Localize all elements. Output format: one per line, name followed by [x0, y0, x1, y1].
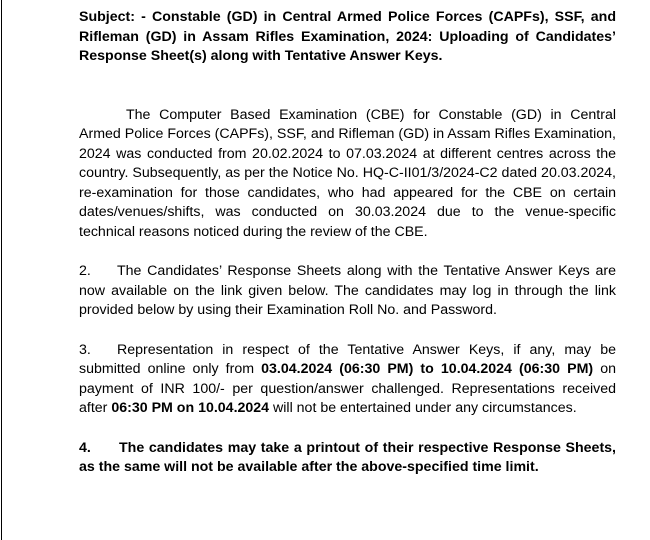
- paragraph-3-text-a: Representation in respect of the Tentative Answer Keys, if any, may be submitted online only from: [79, 341, 616, 378]
- paragraph-2-number: 2.: [79, 263, 91, 280]
- paragraph-3-text-b: on payment of INR 100/- per question/answer challenged. Representations received after: [79, 361, 616, 417]
- representation-deadline: 06:30 PM on 10.04.2024: [111, 400, 270, 417]
- representation-window-dates: 03.04.2024 (06:30 PM) to 10.04.2024 (06:30 PM): [261, 361, 594, 378]
- notice-subject: Subject: - Constable (GD) in Central Armed Police Forces (CAPFs), SSF, and Rifleman (GD) in Assam Rifles Examination, 2024: Uploading of Candidates’ Response Sheet(s) along with Tentative Answer Keys.: [79, 9, 616, 64]
- paragraph-2-text: The Candidates’ Response Sheets along with the Tentative Answer Keys are now available on the link given below. The candidates may log in through the link provided below by using their Examination Roll No. and Password.: [79, 263, 616, 319]
- paragraph-4-text: The candidates may take a printout of their respective Response Sheets, as the same will not be available after the above-specified time limit.: [79, 439, 616, 476]
- paragraph-4-number: 4.: [79, 439, 91, 456]
- paragraph-3-text-c: will not be entertained under any circumstances.: [269, 400, 577, 417]
- paragraph-1: The Computer Based Examination (CBE) for Constable (GD) in Central Armed Police Forces (CAPFs), SSF, and Rifleman (GD) in Assam Rifles Examination, 2024 was conducted from 20.02.2024 to 07.03.2024 at different centres across the country. Subsequently, as per the Notice No. HQ-C-II01/3/2024-C2 dated 20.03.2024, re-examination for those candidates, who had appeared for the CBE on certain dates/venues/shifts, was conducted on 30.03.2024 due to the venue-specific technical reasons noticed during the review of the CBE.: [79, 106, 616, 241]
- paragraph-2: [79, 262, 616, 321]
- paragraph-4: [79, 439, 616, 478]
- paragraph-3: [79, 341, 616, 419]
- notice-body: [79, 8, 616, 478]
- page-left-border: [1, 0, 2, 540]
- paragraph-3-number: 3.: [79, 341, 91, 358]
